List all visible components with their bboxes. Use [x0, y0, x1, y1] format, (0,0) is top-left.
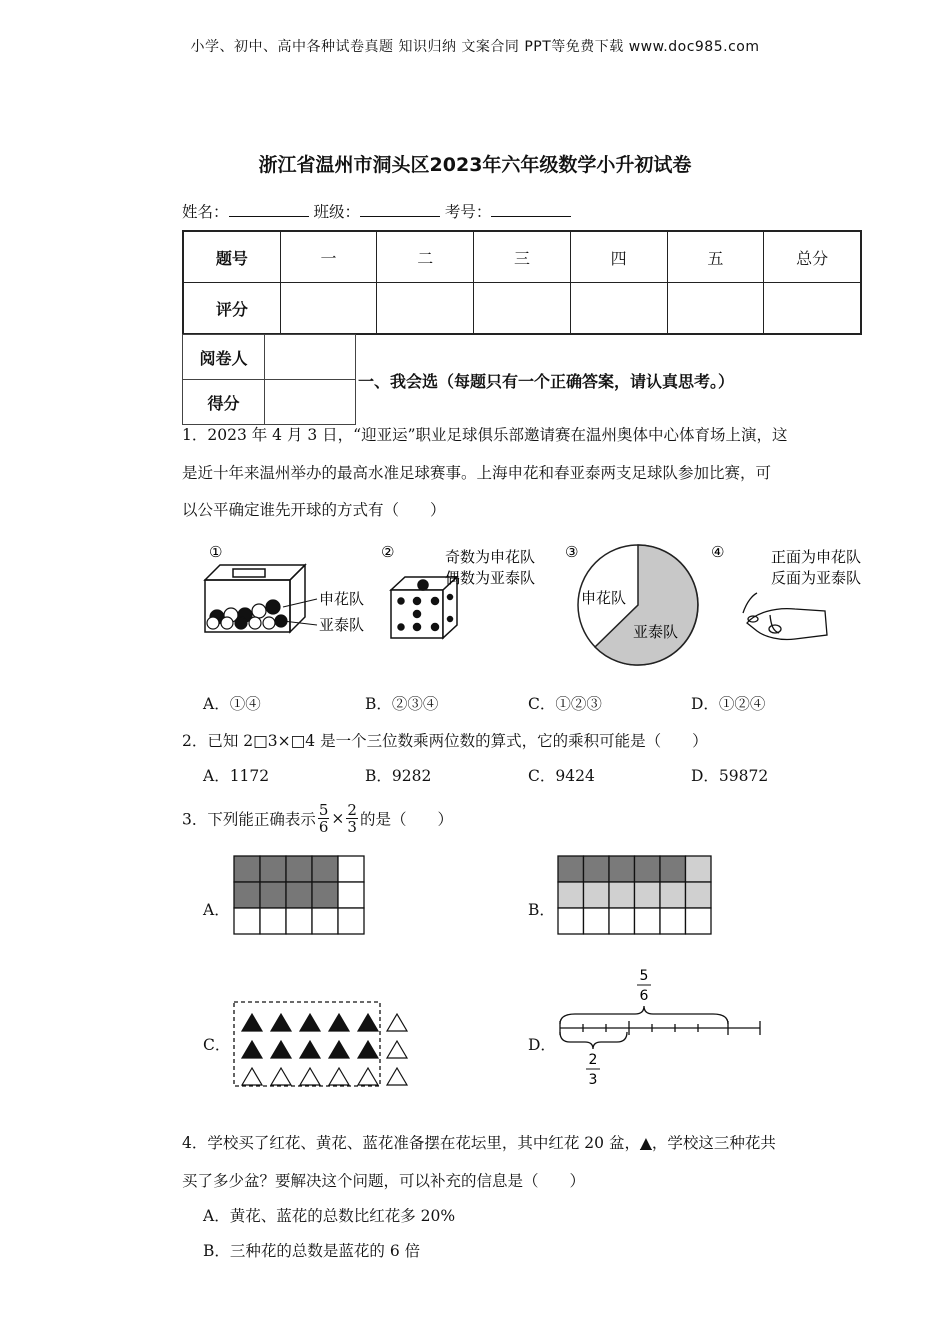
exam-no-label: 考号：	[444, 203, 492, 221]
score-cell: 五	[667, 231, 764, 283]
d-top-brace	[560, 1006, 728, 1024]
triangle-icon	[329, 1068, 349, 1085]
grid-cell	[338, 882, 364, 908]
grid-cell	[312, 908, 338, 934]
q3-option-b[interactable]: B．	[528, 901, 555, 919]
name-blank[interactable]	[229, 202, 309, 217]
grid-cell	[558, 856, 584, 882]
class-label: 班级：	[313, 203, 360, 221]
page-header: 小学、初中、高中各种试卷真题 知识归纳 文案合同 PPT等免费下载 www.doc985.com	[190, 39, 760, 55]
triangle-icon	[300, 1041, 320, 1058]
q4-line-1	[182, 1131, 776, 1153]
fraction-two-thirds: $\frac{2}{3}$	[347, 801, 357, 836]
grid-cell	[609, 908, 635, 934]
grid-cell	[686, 908, 712, 934]
score-table-score-row	[183, 283, 861, 335]
triangle-icon	[358, 1041, 378, 1058]
score-cell: 三	[474, 231, 571, 283]
score-input-cell[interactable]	[474, 283, 571, 335]
triangle-icon	[242, 1068, 262, 1085]
grid-cell	[338, 856, 364, 882]
triangle-icon	[329, 1041, 349, 1058]
q1-line-1: 1．2023 年 4 月 3 日，“迎亚运”职业足球俱乐部邀请赛在温州奥体中心体育场上演，这	[182, 426, 788, 444]
name-label: 姓名：	[182, 203, 229, 221]
q3-grid-a[interactable]	[233, 855, 365, 937]
pie-label-b: 亚泰队	[633, 623, 679, 641]
grid-cell	[660, 908, 686, 934]
score-input-cell[interactable]	[667, 283, 764, 335]
q2-stem: 2．已知 2□3×□4 是一个三位数乘两位数的算式，它的乘积可能是（ ）	[182, 732, 708, 750]
q2-option-c[interactable]: C．9424	[528, 767, 595, 785]
triangle-icon	[271, 1068, 291, 1085]
q3-option-d[interactable]: D．	[528, 1036, 556, 1054]
reviewer-cell[interactable]	[265, 335, 356, 380]
coin-label-b: 反面为亚泰队	[771, 569, 862, 587]
triangle-icon	[242, 1041, 262, 1058]
box-label-b: 亚泰队	[319, 616, 365, 634]
grid-cell	[635, 882, 661, 908]
triangle-icon	[329, 1014, 349, 1031]
triangle-icon	[358, 1068, 378, 1085]
grid-cell	[286, 856, 312, 882]
grid-cell	[584, 908, 610, 934]
grid-cell	[584, 882, 610, 908]
q2-option-b[interactable]: B．9282	[365, 767, 432, 785]
d-bottom-brace	[560, 1032, 627, 1049]
triangle-icon	[387, 1068, 407, 1085]
score-input-cell[interactable]	[570, 283, 667, 335]
score-input-cell[interactable]	[377, 283, 474, 335]
triangle-icon	[271, 1041, 291, 1058]
fig-number-3: ③	[565, 543, 579, 561]
box-label-a: 申花队	[319, 590, 365, 608]
coin-toss-icon	[743, 593, 827, 640]
grader-score-cell[interactable]	[265, 380, 356, 425]
grid-cell	[609, 882, 635, 908]
grid-cell	[234, 882, 260, 908]
grid-cell	[635, 908, 661, 934]
q4-line-1-b: ，学校这三种花共	[651, 1134, 776, 1152]
triangle-icon	[387, 1041, 407, 1058]
grid-cell	[686, 856, 712, 882]
q1-option-a[interactable]: A．①④	[203, 695, 261, 713]
q1-option-c[interactable]: C．①②③	[528, 695, 602, 713]
grid-cell	[660, 856, 686, 882]
d-bot-num: 2	[588, 1052, 598, 1068]
pie-label-a: 申花队	[581, 589, 627, 607]
score-input-cell[interactable]	[764, 283, 861, 335]
q4-line-1-a: 4．学校买了红花、黄花、蓝花准备摆在花坛里，其中红花 20 盆，	[182, 1134, 640, 1152]
triangle-mark: ▲	[639, 1134, 652, 1152]
q2-option-d[interactable]: D．59872	[691, 767, 769, 785]
score-cell: 一	[280, 231, 377, 283]
fig-number-1: ①	[209, 543, 223, 561]
grid-cell	[234, 908, 260, 934]
grid-cell	[286, 882, 312, 908]
grid-cell	[234, 856, 260, 882]
q4-option-a[interactable]: A．黄花、蓝花的总数比红花多 20%	[203, 1207, 456, 1225]
score-table-header-row	[183, 231, 861, 283]
d-top-den: 6	[639, 988, 649, 1004]
grid-cell	[260, 908, 286, 934]
triangle-icon	[271, 1014, 291, 1031]
q3-number-line-d[interactable]	[555, 962, 770, 1092]
grid-cell	[338, 908, 364, 934]
grid-cell	[660, 882, 686, 908]
q4-line-2: 买了多少盆？要解决这个问题，可以补充的信息是（ ）	[182, 1172, 586, 1190]
class-blank[interactable]	[360, 202, 440, 217]
score-cell-label: 题号	[183, 231, 280, 283]
q1-line-3: 以公平确定谁先开球的方式有（ ）	[182, 501, 446, 519]
exam-no-blank[interactable]	[491, 202, 571, 217]
fig-number-2: ②	[381, 543, 395, 561]
q2-option-a[interactable]: A．1172	[203, 767, 270, 785]
d-bot-den: 3	[588, 1072, 598, 1088]
triangle-icon	[358, 1014, 378, 1031]
grader-table	[182, 334, 356, 425]
q3-stem	[182, 802, 453, 835]
score-table	[182, 230, 862, 335]
student-info	[182, 200, 571, 222]
dice-label-b: 偶数为亚泰队	[445, 569, 536, 587]
section-1-heading: 一、我会选（每题只有一个正确答案，请认真思考。）	[358, 372, 735, 391]
q1-figure	[195, 535, 885, 675]
q4-option-b[interactable]: B．三种花的总数是蓝花的 6 倍	[203, 1242, 421, 1260]
grid-cell	[558, 908, 584, 934]
grid-cell	[312, 882, 338, 908]
q1-option-d[interactable]: D．①②④	[691, 695, 766, 713]
reviewer-label: 阅卷人	[183, 335, 265, 380]
grid-cell	[260, 856, 286, 882]
grid-cell	[609, 856, 635, 882]
q1-option-b[interactable]: B．②③④	[365, 695, 439, 713]
grader-score-label: 得分	[183, 380, 265, 425]
q1-line-2: 是近十年来温州举办的最高水准足球赛事。上海申花和春亚泰两支足球队参加比赛，可	[182, 464, 772, 482]
triangle-icon	[242, 1014, 262, 1031]
q3-option-a[interactable]: A．	[203, 901, 230, 919]
q3-prefix: 3．下列能正确表示	[182, 810, 316, 829]
fraction-five-sixths: $\frac{5}{6}$	[318, 801, 329, 836]
times-sign: ×	[331, 809, 345, 828]
coin-label-a: 正面为申花队	[771, 548, 862, 566]
q3-grid-b[interactable]	[557, 855, 714, 937]
q3-suffix: 的是（ ）	[359, 810, 453, 829]
grid-cell	[558, 882, 584, 908]
score-cell: 二	[377, 231, 474, 283]
grid-cell	[686, 882, 712, 908]
q3-triangles-c[interactable]	[232, 1000, 412, 1090]
grid-cell	[260, 882, 286, 908]
triangle-icon	[300, 1014, 320, 1031]
fig-number-4: ④	[711, 543, 725, 561]
triangle-icon	[300, 1068, 320, 1085]
balls-icon	[207, 600, 287, 629]
d-top-num: 5	[639, 968, 649, 984]
triangle-icon	[387, 1014, 407, 1031]
grid-cell	[286, 908, 312, 934]
grid-cell	[635, 856, 661, 882]
score-row-label: 评分	[183, 283, 280, 335]
dice-label-a: 奇数为申花队	[445, 548, 536, 566]
grid-cell	[584, 856, 610, 882]
score-cell: 四	[570, 231, 667, 283]
score-cell: 总分	[764, 231, 861, 283]
score-input-cell[interactable]	[280, 283, 377, 335]
grid-cell	[312, 856, 338, 882]
exam-title: 浙江省温州市洞头区2023年六年级数学小升初试卷	[258, 154, 692, 176]
q3-option-c[interactable]: C．	[203, 1036, 231, 1054]
